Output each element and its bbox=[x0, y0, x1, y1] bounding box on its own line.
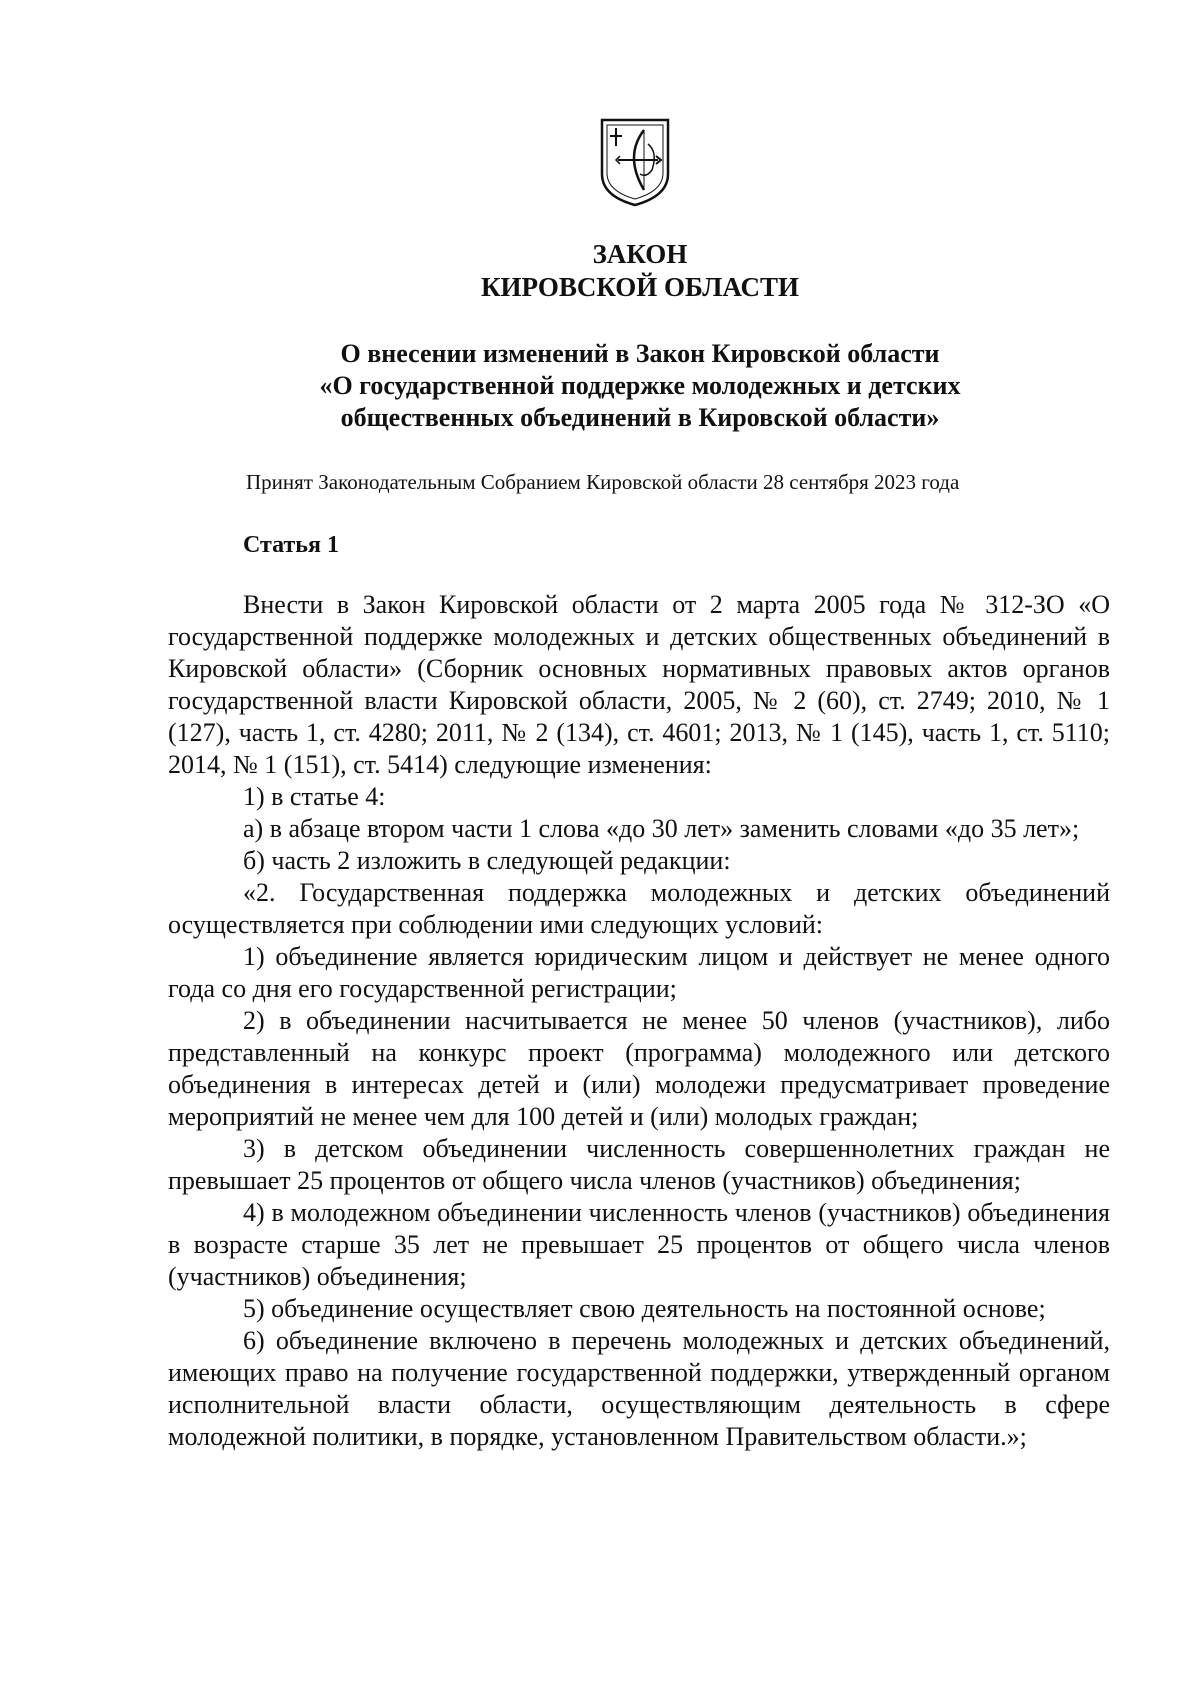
article-heading: Статья 1 bbox=[243, 532, 339, 558]
subtitle-line: О внесении изменений в Закон Кировской области bbox=[340, 339, 940, 368]
paragraph: б) часть 2 изложить в следующей редакции: bbox=[243, 846, 731, 875]
law-subtitle bbox=[0, 338, 1200, 434]
paragraph: 6) объединение включено в перечень молодежных и детских объединений, имеющих право на получение государственной поддержки, утвержденный органом исполнительной власти области, осуществляющим деятельность в сфере молодежной политики, в порядке, установленном Правительством области.»; bbox=[168, 1326, 1110, 1451]
paragraph: 3) в детском объединении численность совершеннолетних граждан не превышает 25 процентов от общего числа членов (участников) объединения; bbox=[168, 1134, 1110, 1195]
paragraph: 5) объединение осуществляет свою деятельность на постоянной основе; bbox=[243, 1294, 1046, 1323]
paragraph: а) в абзаце втором части 1 слова «до 30 лет» заменить словами «до 35 лет»; bbox=[243, 814, 1080, 843]
paragraph: 1) объединение является юридическим лицом и действует не менее одного года со дня его государственной регистрации; bbox=[168, 942, 1110, 1003]
law-region-title: КИРОВСКОЙ ОБЛАСТИ bbox=[480, 272, 800, 302]
paragraph: 1) в статье 4: bbox=[243, 782, 386, 811]
adoption-note: Принят Законодательным Собранием Кировской области 28 сентября 2023 года bbox=[246, 470, 960, 494]
subtitle-line: «О государственной поддержке молодежных и детских bbox=[319, 371, 961, 400]
coat-of-arms-icon bbox=[598, 116, 672, 208]
subtitle-line: общественных объединений в Кировской области» bbox=[340, 403, 940, 432]
paragraph: Внести в Закон Кировской области от 2 марта 2005 года № 312-ЗО «О государственной поддержке молодежных и детских общественных объединений в Кировской области» (Сборник основных нормативных правовых актов органов государственной власти Кировской области, 2005, № 2 (60), ст. 2749; 2010, № 1 (127), часть 1, ст. 4280; 2011, № 2 (134), ст. 4601; 2013, № 1 (145), часть 1, ст. 5110; 2014, № 1 (151), ст. 5414) следующие изменения: bbox=[168, 590, 1110, 779]
law-title: ЗАКОН bbox=[592, 239, 688, 269]
article-body bbox=[168, 589, 1110, 1453]
paragraph: 4) в молодежном объединении численность членов (участников) объединения в возрасте старше 35 лет не превышает 25 процентов от общего числа членов (участников) объединения; bbox=[168, 1198, 1110, 1291]
paragraph: «2. Государственная поддержка молодежных и детских объединений осуществляется при соблюдении ими следующих условий: bbox=[168, 878, 1110, 939]
paragraph: 2) в объединении насчитывается не менее 50 членов (участников), либо представленный на конкурс проект (программа) молодежного или детского объединения в интересах детей и (или) молодежи предусматривает проведение мероприятий не менее чем для 100 детей и (или) молодых граждан; bbox=[168, 1006, 1110, 1131]
